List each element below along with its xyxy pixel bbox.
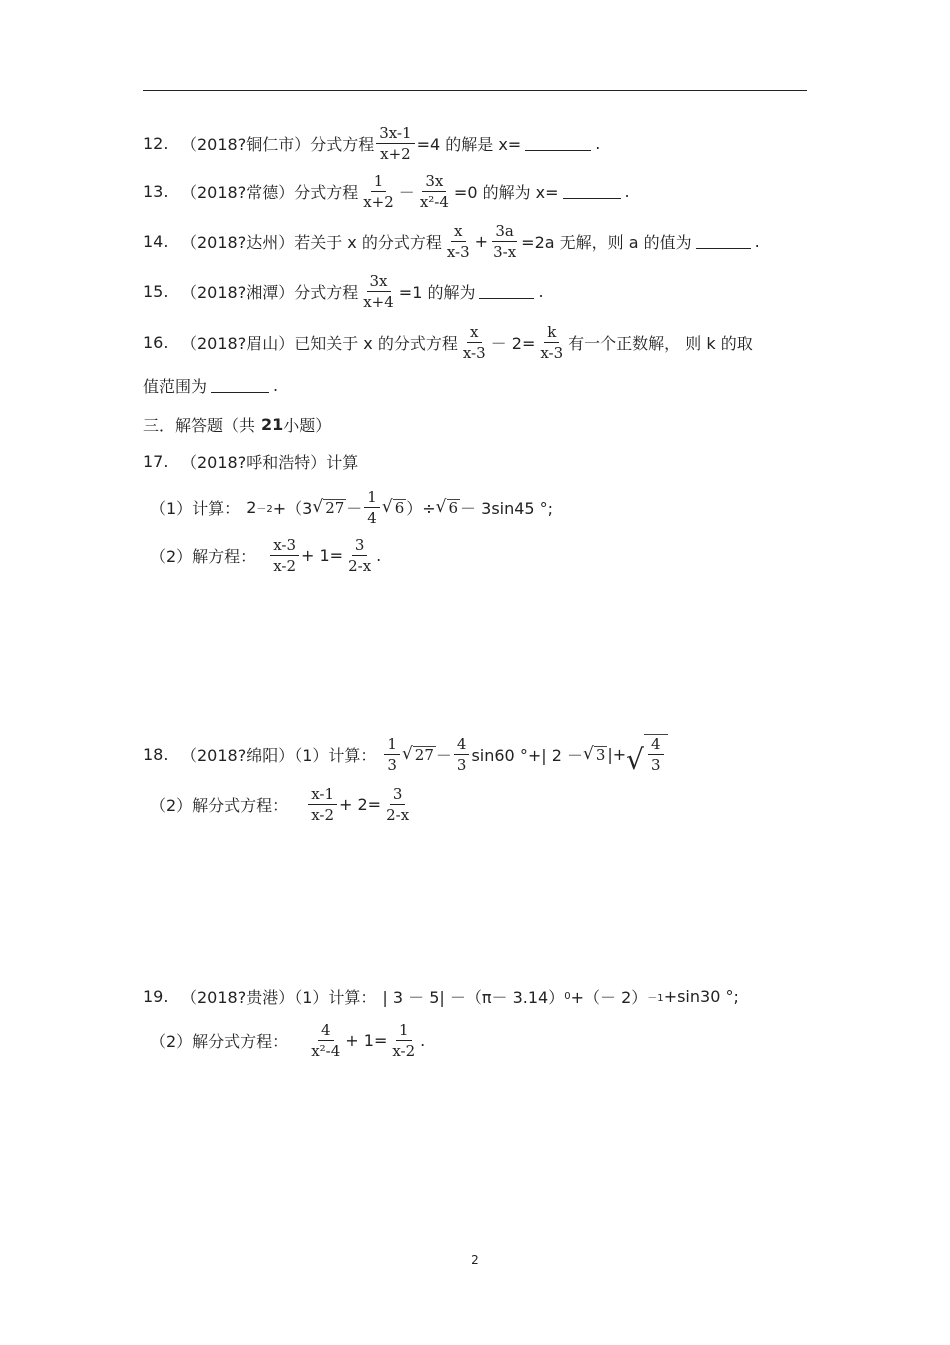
question-text: =0 的解为 x=: [453, 183, 559, 202]
question-text: =2a 无解，则 a 的值为: [521, 233, 692, 252]
operator: + 1=: [301, 546, 344, 565]
fraction: $\frac{4}{3}$: [454, 735, 470, 774]
question-source: （2018?常德）分式方程: [181, 183, 359, 202]
operator: + 2=: [339, 795, 382, 814]
exponent: 0: [564, 991, 571, 1002]
question-18-part-2: [150, 785, 414, 824]
answer-blank: [479, 284, 534, 299]
period: .: [754, 232, 760, 251]
question-17-part-2: [150, 536, 381, 575]
question-14: [143, 222, 760, 261]
part-label: （2）解分式方程：: [150, 1032, 289, 1051]
operator: + 1=: [345, 1031, 388, 1050]
fraction: $\frac{4}{\text{x²-4}}$: [311, 1021, 341, 1060]
question-16-continued: [143, 374, 278, 397]
question-text: 有一个正数解， 则 k 的取: [568, 334, 753, 353]
question-text: 值范围为: [143, 377, 208, 396]
question-17-part-1: [150, 488, 553, 527]
period: .: [538, 282, 544, 301]
question-13: [143, 172, 630, 211]
operator: － 2=: [490, 334, 536, 353]
header-rule: [143, 90, 807, 91]
fraction: $\frac{x-1}{x-2}$: [308, 785, 337, 824]
question-number: 13.: [143, 182, 169, 201]
fraction: $\frac{3}{2-x}$: [386, 785, 410, 824]
fraction: $\frac{1}{4}$: [364, 488, 380, 527]
expr-text: +sin30 °;: [663, 987, 739, 1006]
question-17: [143, 450, 358, 473]
question-16: [143, 323, 753, 362]
exponent: －2: [256, 504, 273, 515]
expr-text: | 3 － 5| －（π－ 3.14）: [382, 988, 565, 1007]
question-number: 16.: [143, 333, 169, 352]
square-root: √ 6: [381, 497, 405, 517]
question-text: =1 的解为: [398, 283, 476, 302]
expr-text: +（3: [272, 499, 313, 518]
fraction: $\frac{1}{3}$: [384, 735, 400, 774]
section-suffix: 小题）: [283, 416, 332, 435]
period: .: [273, 376, 279, 395]
fraction: $\frac{3x-1}{x+2}$: [376, 124, 414, 163]
expr-text: ）÷: [406, 499, 436, 518]
question-19-part-1: [143, 985, 739, 1008]
question-text: =4 的解是 x=: [416, 135, 522, 154]
question-number: 12.: [143, 134, 169, 153]
page-number: 2: [471, 1253, 479, 1267]
fraction: $\frac{1}{x-2}$: [392, 1021, 416, 1060]
part-label: （1）计算：: [150, 499, 241, 518]
fraction: $\frac{3a}{3-x}$: [493, 222, 517, 261]
operator: －: [398, 183, 415, 202]
fraction: $\frac{3}{2-x}$: [348, 536, 372, 575]
fraction: $\frac{1}{x+2}$: [363, 172, 394, 211]
fraction: $\frac{3x}{x+4}$: [363, 272, 394, 311]
part-label: （2）解分式方程：: [150, 796, 289, 815]
exponent: －1: [647, 993, 664, 1004]
question-source: （2018?呼和浩特）计算: [181, 453, 359, 472]
period: .: [376, 546, 382, 565]
fraction: $\frac{k}{x-3}$: [540, 323, 564, 362]
period: .: [624, 182, 630, 201]
question-number: 19.: [143, 987, 169, 1006]
question-number: 17.: [143, 452, 169, 471]
question-18-part-1: [143, 734, 668, 774]
answer-blank: [211, 378, 269, 393]
question-number: 14.: [143, 232, 169, 251]
question-15: [143, 272, 544, 311]
question-12: [143, 124, 600, 163]
fraction: $\frac{x}{x-3}$: [446, 222, 470, 261]
question-source: （2018?贵港）（1）计算：: [181, 988, 377, 1007]
fraction: $\frac{x-3}{x-2}$: [270, 536, 299, 575]
part-label: （2）解方程：: [150, 547, 257, 566]
section-prefix: 三．解答题（共: [143, 416, 256, 435]
question-number: 15.: [143, 282, 169, 301]
question-source: （2018?眉山）已知关于 x 的分式方程: [181, 334, 458, 353]
question-19-part-2: [150, 1021, 425, 1060]
question-number: 18.: [143, 744, 169, 764]
question-source: （2018?铜仁市）分式方程: [181, 135, 375, 154]
square-root-fraction: √ $\frac{4}{3}$: [626, 734, 667, 774]
operator: +: [474, 232, 489, 251]
answer-blank: [563, 184, 621, 199]
period: .: [595, 134, 601, 153]
question-source: （2018?绵阳）（1）计算：: [181, 745, 377, 765]
expr-text: － 3sin45 °;: [460, 499, 554, 518]
section-count: 21: [261, 415, 284, 434]
question-source: （2018?达州）若关于 x 的分式方程: [181, 233, 442, 252]
operator: －: [435, 745, 452, 765]
question-source: （2018?湘潭）分式方程: [181, 283, 359, 302]
base: 2: [246, 498, 257, 517]
answer-blank: [525, 136, 591, 151]
section-heading: [143, 413, 331, 436]
fraction: $\frac{x}{x-3}$: [462, 323, 486, 362]
answer-blank: [696, 234, 751, 249]
period: .: [420, 1031, 426, 1050]
square-root: √ 6: [435, 497, 459, 517]
fraction: $\frac{3x}{\text{x²-4}}$: [419, 172, 449, 211]
expr-text: +（－ 2）: [570, 988, 648, 1007]
expr-text: sin60 °+| 2 －: [471, 745, 583, 765]
square-root: √ 3: [582, 743, 606, 764]
square-root: √ 27: [401, 743, 434, 764]
operator: －: [346, 499, 363, 518]
square-root: √ 27: [312, 497, 345, 517]
expr-text: |+: [607, 744, 627, 764]
